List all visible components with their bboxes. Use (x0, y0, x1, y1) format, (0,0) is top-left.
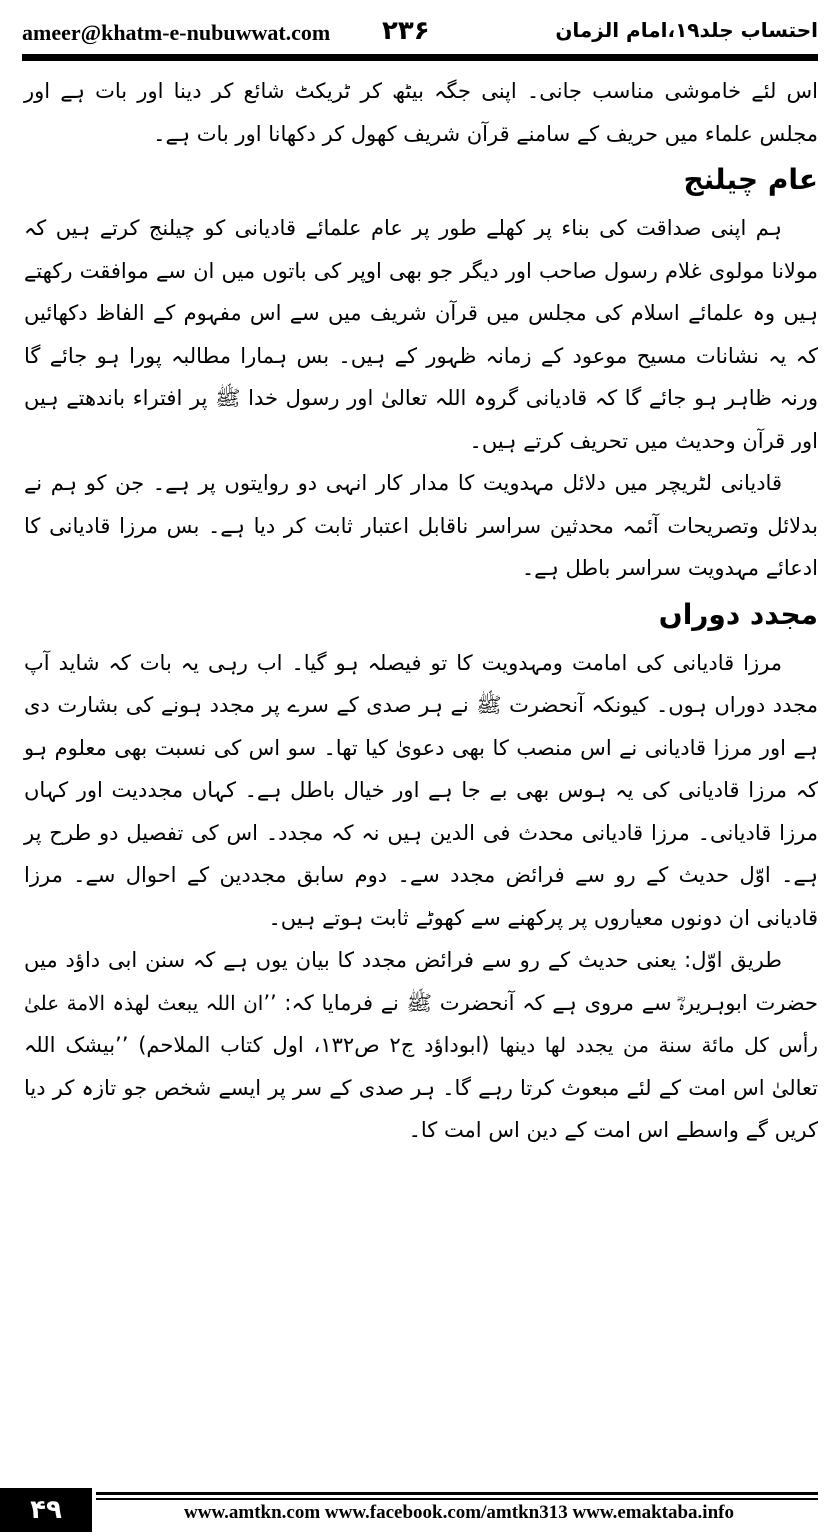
paragraph-2: ہم اپنی صداقت کی بناء پر کھلے طور پر عام علمائے قادیانی کو چیلنج کرتے ہیں کہ مولانا مولوی غلام رسول صاحب اور دیگر جو بھی اوپر کی باتوں میں ان سے موافقت رکھتے ہیں وہ علمائے اسلام کی مجلس میں قرآن شریف میں سے اس مفہوم کے الفاظ دکھائیں کہ یہ نشانات مسیح موعود کے زمانہ ظہور کے ہیں۔ بس ہمارا مطالبہ پورا ہو جائے گا ورنہ ظاہر ہو جائے گا کہ قادیانی گروہ اللہ تعالیٰ اور رسول خدا ﷺ پر افتراء باندھتے ہیں اور قرآن وحدیث میں تحریف کرتے ہیں۔ (24, 216, 818, 453)
section-heading-challenge: عام چیلنج (683, 163, 818, 196)
header-book-title: احتساب جلد۱۹،امام الزمان (555, 18, 818, 42)
page-body (24, 70, 818, 1152)
header-email: ameer@khatm-e-nubuwwat.com (22, 20, 331, 45)
hadith-translation: بیشک اللہ تعالیٰ اس امت کے لئے مبعوث کرتا رہے گا۔ ہر صدی کے سر پر ایسے شخص جو تازہ کر دیا کریں گے واسطے اس امت کے دین اس امت کا۔ (24, 1033, 818, 1142)
paragraph-3: قادیانی لٹریچر میں دلائل مہدویت کا مدار کار انہی دو روایتوں پر ہے۔ جن کو ہم نے بدلائل وتصریحات آئمہ محدثین سراسر ناقابل اعتبار ثابت کر دیا ہے۔ بس مرزا قادیانی کا ادعائے مہدویت سراسر باطل ہے۔ (24, 471, 818, 580)
section-heading-mujaddid: مجدد دوراں (658, 597, 818, 631)
page-header (22, 14, 818, 50)
hadith-arabic: ان اللہ یبعث لھذہ الامة علیٰ رأس کل مائة سنة من یجدد لھا دینھا (24, 990, 818, 1057)
paragraph-4: مرزا قادیانی کی امامت ومہدویت کا تو فیصلہ ہو گیا۔ اب رہی یہ بات کہ شاید آپ مجدد دوراں ہوں۔ کیونکہ آنحضرت ﷺ نے ہر صدی کے سرے پر مجدد ہونے کی بشارت دی ہے اور مرزا قادیانی نے اس منصب کا بھی دعویٰ کیا تھا۔ سو اس کی نسبت بھی معلوم ہو کہ مرزا قادیانی کی یہ ہوس بھی بے جا ہے اور خیال باطل ہے۔ کہاں مجددیت اور کہاں مرزا قادیانی۔ مرزا قادیانی محدث فی الدین ہیں نہ کہ مجدد۔ اس کی تفصیل دو طرح پر ہے۔ اوّل حدیث کے رو سے فرائض مجدد سے۔ دوم سابق مجددین کے احوال سے۔ مرزا قادیانی ان دونوں معیاروں پر پرکھنے سے کھوٹے ثابت ہوتے ہیں۔ (24, 650, 818, 930)
paragraph-1: اس لئے خاموشی مناسب جانی۔ اپنی جگہ بیٹھ کر ٹریکٹ شائع کر دینا اور بات ہے اور مجلس علماء میں حریف کے سامنے قرآن شریف کھول کر دکھانا اور بات ہے۔ (24, 79, 818, 146)
footer-urls: www.amtkn.com www.facebook.com/amtkn313 www.emaktaba.info (184, 1502, 734, 1523)
paragraph-5-intro: طریق اوّل: یعنی حدیث کے رو سے فرائض مجدد کا بیان یوں ہے کہ سنن ابی داؤد میں حضرت ابوہریرہؓ سے مروی ہے کہ آنحضرت ﷺ نے فرمایا کہ: ’’ (24, 948, 818, 1015)
footer-rule-top (96, 1492, 818, 1495)
header-page-number: ۲۳۶ (382, 16, 430, 46)
paragraph-5 (24, 939, 818, 1152)
header-rule (22, 54, 818, 61)
footer-rule-bottom (96, 1498, 818, 1500)
footer-page-number: ۴۹ (0, 1488, 92, 1532)
hadith-reference: (ابوداؤد ج۲ ص۱۳۲، اول کتاب الملاحم) ’’ (115, 1033, 500, 1057)
page-footer (0, 1488, 840, 1540)
